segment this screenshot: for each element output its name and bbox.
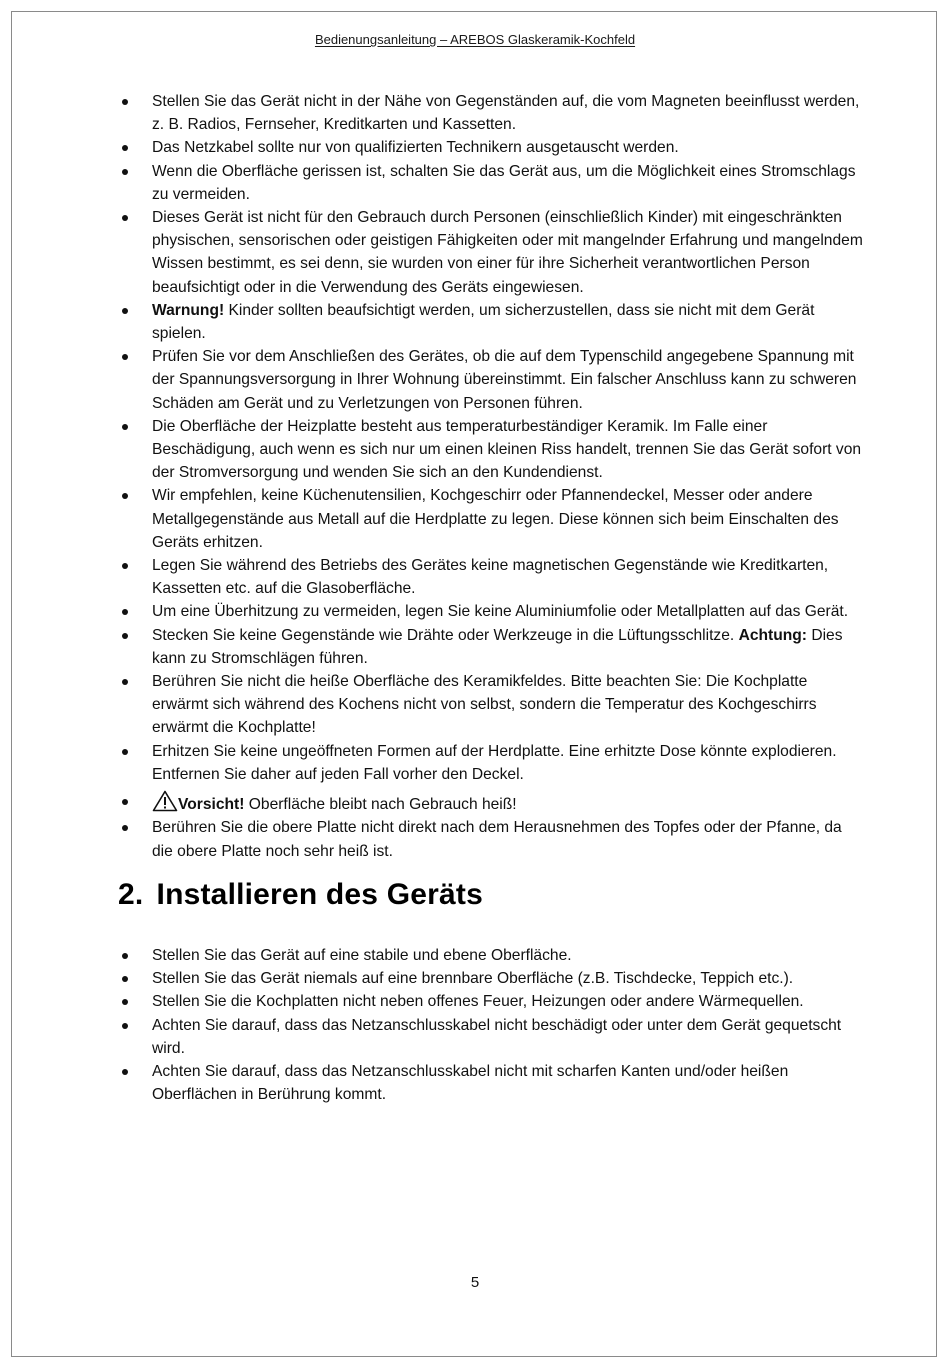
list-item: Achten Sie darauf, dass das Netzanschlusskabel nicht mit scharfen Kanten und/oder heißen Oberflächen in Berührung kommt.	[118, 1060, 863, 1106]
list-item: Stecken Sie keine Gegenstände wie Drähte oder Werkzeuge in die Lüftungsschlitze. Achtung: Dies kann zu Stromschlägen führen.	[118, 624, 863, 670]
warning-label: Warnung!	[152, 301, 225, 319]
list-item: Wenn die Oberfläche gerissen ist, schalten Sie das Gerät aus, um die Möglichkeit eines Stromschlags zu vermeiden.	[118, 160, 863, 206]
list-item: Berühren Sie die obere Platte nicht direkt nach dem Herausnehmen des Topfes oder der Pfanne, da die obere Platte noch sehr heiß ist.	[118, 816, 863, 862]
list-item: Berühren Sie nicht die heiße Oberfläche des Keramikfeldes. Bitte beachten Sie: Die Kochplatte erwärmt sich während des Kochens nicht von selbst, sondern die Temperatur des Kochgeschirrs erwärmt die Kochplatte!	[118, 670, 863, 740]
list-item: Stellen Sie die Kochplatten nicht neben offenes Feuer, Heizungen oder andere Wärmequellen.	[118, 990, 863, 1013]
list-item: Stellen Sie das Gerät niemals auf eine brennbare Oberfläche (z.B. Tischdecke, Teppich etc.).	[118, 967, 863, 990]
list-item: Stellen Sie das Gerät nicht in der Nähe von Gegenständen auf, die vom Magneten beeinflusst werden, z. B. Radios, Fernseher, Kreditkarten und Kassetten.	[118, 90, 863, 136]
safety-bullet-list	[118, 90, 863, 863]
installation-bullet-list	[118, 944, 863, 1106]
page-number: 5	[470, 1274, 480, 1291]
list-item: Vorsicht! Oberfläche bleibt nach Gebrauch heiß!	[118, 790, 863, 816]
list-item: Prüfen Sie vor dem Anschließen des Gerätes, ob die auf dem Typenschild angegebene Spannung mit der Spannungsversorgung in Ihrer Wohnung übereinstimmt. Ein falscher Anschluss kann zu schweren Schäden am Gerät und zu Verletzungen von Personen führen.	[118, 345, 863, 415]
list-item: Das Netzkabel sollte nur von qualifizierten Technikern ausgetauscht werden.	[118, 136, 863, 159]
list-item: Erhitzen Sie keine ungeöffneten Formen auf der Herdplatte. Eine erhitzte Dose könnte explodieren. Entfernen Sie daher auf jeden Fall vorher den Deckel.	[118, 740, 863, 786]
section-heading	[118, 877, 863, 911]
list-item: Wir empfehlen, keine Küchenutensilien, Kochgeschirr oder Pfannendeckel, Messer oder andere Metallgegenstände aus Metall auf die Herdplatte zu legen. Diese können sich beim Einschalten des Geräts erhitzen.	[118, 484, 863, 554]
list-item: Dieses Gerät ist nicht für den Gebrauch durch Personen (einschließlich Kinder) mit eingeschränkten physischen, sensorischen oder geistigen Fähigkeiten oder mit mangelnder Erfahrung und mangelndem Wissen bestimmt, es sei denn, sie wurden von einer für ihre Sicherheit verantwortlichen Person beaufsichtigt oder in die Verwendung des Geräts eingewiesen.	[118, 206, 863, 299]
warning-triangle-icon	[152, 790, 178, 812]
list-item: Die Oberfläche der Heizplatte besteht aus temperaturbeständiger Keramik. Im Falle einer Beschädigung, auch wenn es sich nur um einen kleinen Riss handelt, trennen Sie das Gerät sofort von der Stromversorgung und wenden Sie sich an den Kundendienst.	[118, 415, 863, 485]
page-content	[118, 90, 863, 1106]
section-number: 2.	[118, 877, 144, 911]
list-item: Stellen Sie das Gerät auf eine stabile und ebene Oberfläche.	[118, 944, 863, 967]
list-item: Warnung! Kinder sollten beaufsichtigt werden, um sicherzustellen, dass sie nicht mit dem Gerät spielen.	[118, 299, 863, 345]
list-item: Achten Sie darauf, dass das Netzanschlusskabel nicht beschädigt oder unter dem Gerät gequetscht wird.	[118, 1014, 863, 1060]
list-item: Legen Sie während des Betriebs des Gerätes keine magnetischen Gegenstände wie Kreditkarten, Kassetten etc. auf die Glasoberfläche.	[118, 554, 863, 600]
caution-label: Vorsicht!	[178, 796, 245, 814]
section-title: Installieren des Geräts	[156, 877, 483, 911]
attention-label: Achtung:	[738, 626, 807, 644]
list-item: Um eine Überhitzung zu vermeiden, legen Sie keine Aluminiumfolie oder Metallplatten auf das Gerät.	[118, 600, 863, 623]
page-header: Bedienungsanleitung – AREBOS Glaskeramik-Kochfeld	[314, 32, 636, 47]
